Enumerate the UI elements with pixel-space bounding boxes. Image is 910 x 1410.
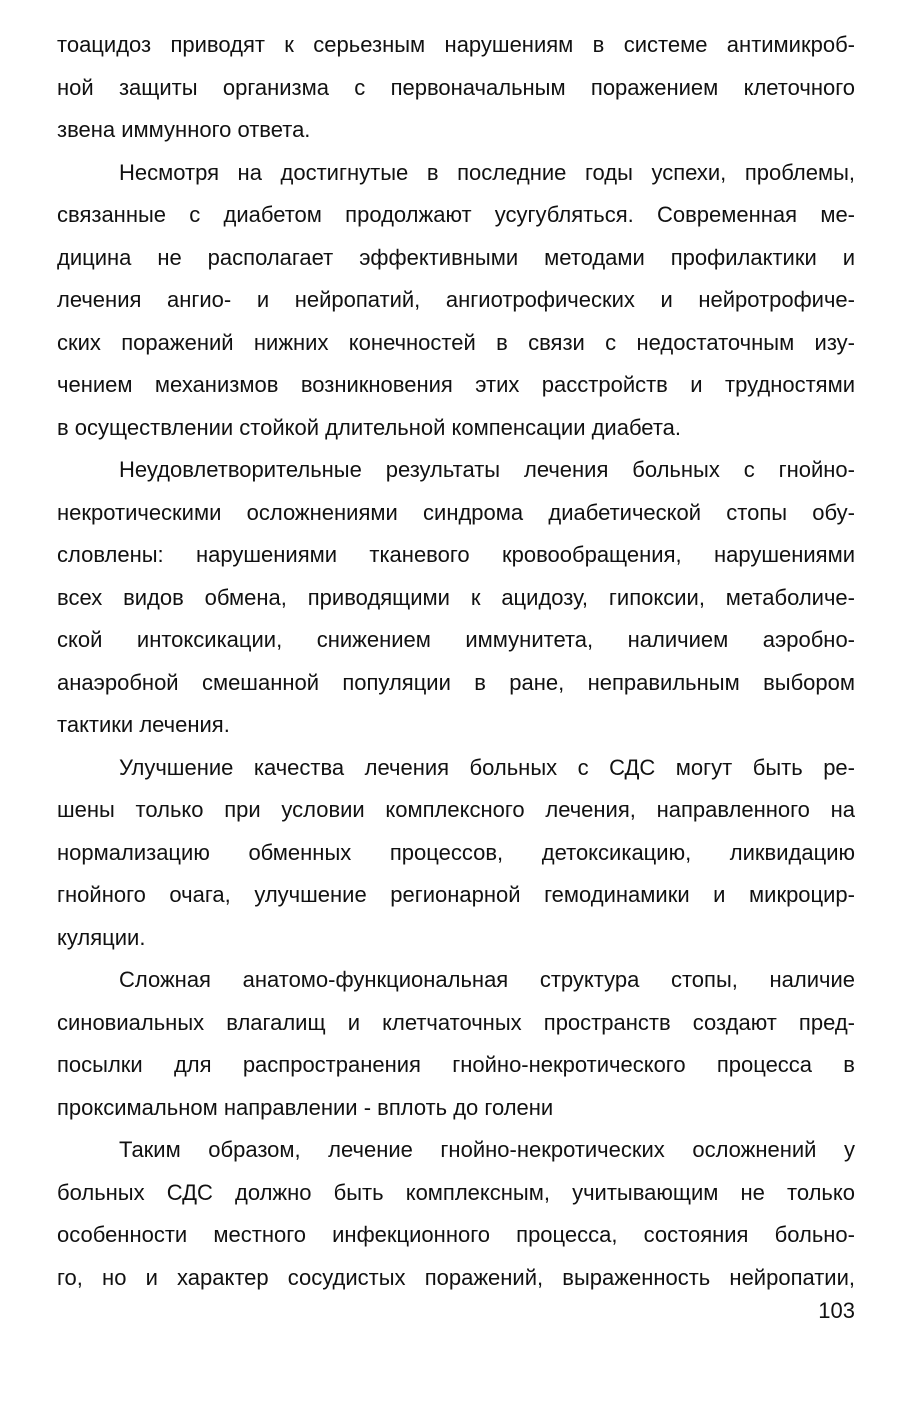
text-line: некротическими осложнениями синдрома диабетической стопы обу- bbox=[57, 499, 855, 525]
page-number: 103 bbox=[818, 1298, 855, 1323]
text-line: всех видов обмена, приводящими к ацидозу, гипоксии, метаболиче- bbox=[57, 584, 855, 610]
text-line: лечения ангио- и нейропатий, ангиотрофических и нейротрофиче- bbox=[57, 287, 855, 312]
paragraph-2 bbox=[57, 152, 855, 450]
text-line: в осуществлении стойкой длительной компенсации диабета. bbox=[57, 414, 681, 440]
text-line: больных СДС должно быть комплексным, учитывающим не только bbox=[57, 1179, 855, 1205]
text-line: проксимальном направлении - вплоть до голени bbox=[57, 1094, 554, 1120]
paragraph-3 bbox=[57, 449, 855, 747]
document-body bbox=[57, 24, 855, 1299]
text-line: тактики лечения. bbox=[57, 712, 230, 737]
text-line: ской интоксикации, снижением иммунитета, наличием аэробно- bbox=[57, 627, 855, 652]
paragraph-5 bbox=[57, 959, 855, 1129]
text-line: Таким образом, лечение гнойно-некротических осложнений у bbox=[119, 1137, 855, 1162]
text-line: анаэробной смешанной популяции в ране, неправильным выбором bbox=[57, 669, 855, 695]
text-line: звена иммунного ответа. bbox=[57, 117, 311, 142]
paragraph-1 bbox=[57, 24, 855, 152]
text-line: Неудовлетворительные результаты лечения больных с гнойно- bbox=[119, 457, 855, 482]
text-line: ной защиты организма с первоначальным поражением клеточного bbox=[57, 74, 855, 100]
text-line: куляции. bbox=[57, 924, 146, 950]
text-line: посылки для распространения гнойно-некротического процесса в bbox=[57, 1052, 855, 1077]
text-line: нормализацию обменных процессов, детоксикацию, ликвидацию bbox=[57, 839, 855, 865]
text-line: чением механизмов возникновения этих расстройств и трудностями bbox=[57, 372, 855, 397]
text-line: ских поражений нижних конечностей в связи с недостаточным изу- bbox=[57, 329, 855, 355]
text-line: дицина не располагает эффективными методами профилактики и bbox=[57, 244, 855, 270]
text-line: связанные с диабетом продолжают усугубляться. Современная ме- bbox=[57, 202, 855, 227]
text-line: го, но и характер сосудистых поражений, выраженность нейропатии, bbox=[57, 1264, 855, 1290]
text-line: тоацидоз приводят к серьезным нарушениям в системе антимикроб- bbox=[57, 32, 855, 57]
text-line: синовиальных влагалищ и клетчаточных пространств создают пред- bbox=[57, 1009, 855, 1035]
text-line: Несмотря на достигнутые в последние годы успехи, проблемы, bbox=[119, 159, 855, 185]
text-line: шены только при условии комплексного лечения, направленного на bbox=[57, 797, 855, 822]
paragraph-4 bbox=[57, 747, 855, 960]
text-line: Улучшение качества лечения больных с СДС могут быть ре- bbox=[119, 754, 855, 780]
text-line: гнойного очага, улучшение регионарной гемодинамики и микроцир- bbox=[57, 882, 855, 907]
paragraph-6 bbox=[57, 1129, 855, 1299]
text-line: особенности местного инфекционного процесса, состояния больно- bbox=[57, 1222, 855, 1247]
text-line: словлены: нарушениями тканевого кровообращения, нарушениями bbox=[57, 542, 855, 567]
text-line: Сложная анатомо-функциональная структура стопы, наличие bbox=[119, 967, 855, 992]
